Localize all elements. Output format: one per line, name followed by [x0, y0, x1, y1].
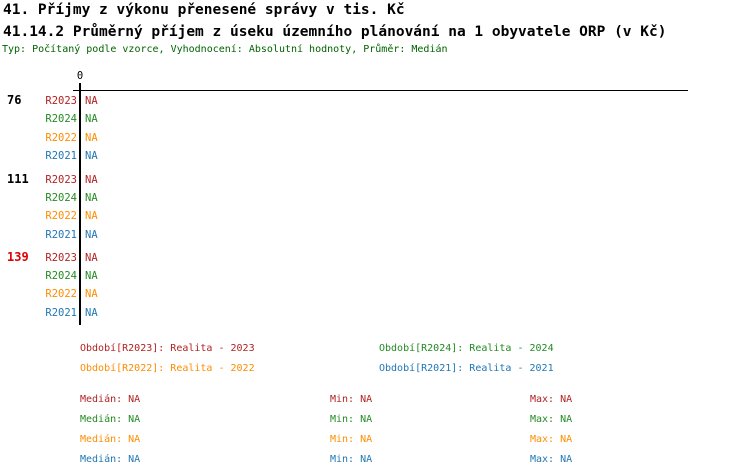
series-label-R2021: R2021	[45, 150, 77, 162]
series-label-R2021: R2021	[45, 307, 77, 319]
x-axis-zero-label: 0	[76, 70, 84, 82]
series-label-R2024: R2024	[45, 270, 77, 282]
series-value-R2022-111: NA	[85, 210, 98, 222]
series-label-R2022: R2022	[45, 210, 77, 222]
stat-min-R2021: Min: NA	[330, 454, 373, 465]
stat-median-R2022: Medián: NA	[80, 434, 141, 445]
series-value-R2021-76: NA	[85, 150, 98, 162]
chart-title-line2: 41.14.2 Průměrný příjem z úseku územního plánování na 1 obyvatele ORP (v Kč)	[3, 24, 667, 40]
series-label-R2023: R2023	[45, 252, 77, 264]
stat-median-R2024: Medián: NA	[80, 414, 141, 425]
series-label-R2022: R2022	[45, 132, 77, 144]
series-label-R2024: R2024	[45, 113, 77, 125]
legend-item-R2021: Období[R2021]: Realita - 2021	[379, 363, 554, 374]
stat-median-R2023: Medián: NA	[80, 394, 141, 405]
x-axis-line	[73, 90, 688, 91]
series-label-R2022: R2022	[45, 288, 77, 300]
series-label-R2023: R2023	[45, 95, 77, 107]
series-value-R2024-111: NA	[85, 192, 98, 204]
category-label-111: 111	[7, 172, 29, 186]
series-label-R2021: R2021	[45, 229, 77, 241]
stat-min-R2022: Min: NA	[330, 434, 373, 445]
series-value-R2024-76: NA	[85, 113, 98, 125]
series-value-R2023-139: NA	[85, 252, 98, 264]
series-label-R2024: R2024	[45, 192, 77, 204]
stat-max-R2021: Max: NA	[530, 454, 573, 465]
series-value-R2021-139: NA	[85, 307, 98, 319]
series-label-R2023: R2023	[45, 174, 77, 186]
series-value-R2022-139: NA	[85, 288, 98, 300]
series-value-R2023-76: NA	[85, 95, 98, 107]
stat-min-R2023: Min: NA	[330, 394, 373, 405]
stat-max-R2023: Max: NA	[530, 394, 573, 405]
legend-item-R2023: Období[R2023]: Realita - 2023	[80, 343, 255, 354]
legend-item-R2022: Období[R2022]: Realita - 2022	[80, 363, 255, 374]
series-value-R2024-139: NA	[85, 270, 98, 282]
stat-max-R2024: Max: NA	[530, 414, 573, 425]
zero-baseline	[79, 83, 81, 325]
stat-max-R2022: Max: NA	[530, 434, 573, 445]
chart-meta-line: Typ: Počítaný podle vzorce, Vyhodnocení: Absolutní hodnoty, Průměr: Medián	[2, 44, 448, 55]
stat-median-R2021: Medián: NA	[80, 454, 141, 465]
chart-title-line1: 41. Příjmy z výkonu přenesené správy v tis. Kč	[3, 2, 405, 18]
category-label-76: 76	[7, 93, 22, 107]
series-value-R2022-76: NA	[85, 132, 98, 144]
category-label-139: 139	[7, 250, 29, 264]
series-value-R2023-111: NA	[85, 174, 98, 186]
series-value-R2021-111: NA	[85, 229, 98, 241]
stat-min-R2024: Min: NA	[330, 414, 373, 425]
legend-item-R2024: Období[R2024]: Realita - 2024	[379, 343, 554, 354]
